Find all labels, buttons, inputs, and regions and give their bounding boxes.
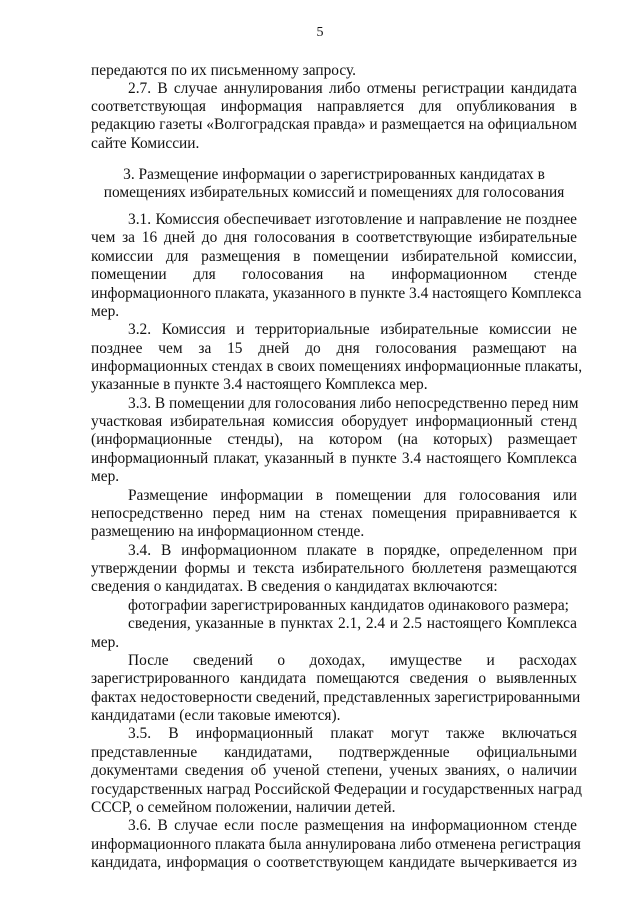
section-heading-line: 3. Размещение информации о зарегистрированных кандидатах в [123, 166, 545, 183]
text-line: размещению на информационном стенде. [91, 523, 365, 540]
text-line: передаются по их письменному запросу. [91, 62, 356, 79]
text-line: помещении для голосования на информационном стенде [91, 266, 577, 283]
text-line: сведения, указанные в пунктах 2.1, 2.4 и 2.5 настоящего Комплекса [128, 615, 577, 632]
text-line: фотографии зарегистрированных кандидатов одинакового размера; [128, 597, 569, 614]
text-line: мер. [91, 468, 120, 485]
text-line: фактах недостоверности сведений, представленных зарегистрированными [91, 689, 581, 706]
text-line: Размещение информации в помещении для голосования или [128, 487, 577, 504]
text-line: чем за 16 дней до дня голосования в соответствующие избирательные [91, 229, 577, 246]
text-line: информационного плаката, указанного в пункте 3.4 настоящего Комплекса [91, 285, 582, 302]
text-line: 3.2. Комиссия и территориальные избирательные комиссии не [128, 321, 577, 338]
text-line: (информационные стенды), на котором (на которых) размещает [91, 431, 577, 448]
text-line: После сведений о доходах, имуществе и расходах [128, 652, 577, 669]
text-line: мер. [91, 634, 120, 651]
text-line: соответствующая информация направляется для опубликования в [91, 98, 577, 115]
text-line: редакцию газеты «Волгоградская правда» и размещается на официальном [91, 116, 577, 133]
text-line: позднее чем за 15 дней до дня голосования размещают на [91, 340, 577, 357]
text-line: информационного плаката была аннулирована либо отменена регистрация [91, 836, 581, 853]
text-line: мер. [91, 303, 120, 320]
text-line: участковая избирательная комиссия оборудует информационный стенд [91, 413, 577, 430]
text-line: 3.1. Комиссия обеспечивает изготовление и направление не позднее [128, 211, 577, 228]
section-heading-line: помещениях избирательных комиссий и помещениях для голосования [103, 184, 565, 201]
text-line: кандидатами (если таковые имеются). [91, 707, 341, 724]
text-line: сведения о кандидатах. В сведения о кандидатах включаются: [91, 578, 498, 595]
text-line: комиссии для размещения в помещении избирательной комиссии, [91, 248, 577, 265]
text-line: сайте Комиссии. [91, 135, 200, 152]
text-line: государственных наград Российской Федерации и государственных наград [91, 781, 582, 798]
text-line: зарегистрированного кандидата помещаются сведения о выявленных [91, 670, 577, 687]
text-line: 3.6. В случае если после размещения на информационном стенде [128, 817, 577, 834]
text-line: информационный плакат, указанный в пункте 3.4 настоящего Комплекса [91, 450, 577, 467]
text-line: 2.7. В случае аннулирования либо отмены регистрации кандидата [128, 80, 577, 97]
text-line: утверждении формы и текста избирательного бюллетеня размещаются [91, 560, 577, 577]
text-line: 3.3. В помещении для голосования либо непосредственно перед ним [128, 395, 579, 412]
text-line: указанные в пункте 3.4 настоящего Комплекса мер. [91, 376, 428, 393]
text-line: 3.5. В информационный плакат могут также включаться [128, 725, 577, 742]
text-line: информационных стендах в своих помещениях информационные плакаты, [91, 358, 583, 375]
page-number: 5 [316, 25, 324, 40]
text-line: документами сведения об ученой степени, ученых званиях, о наличии [91, 762, 577, 779]
text-line: СССР, о семейном положении, наличии детей. [91, 799, 396, 816]
text-line: представленные кандидатами, подтвержденные официальными [91, 744, 577, 761]
text-line: 3.4. В информационном плакате в порядке, определенном при [128, 542, 577, 559]
text-line: непосредственно перед ним на стенах помещения приравнивается к [91, 505, 577, 522]
text-line: кандидата, информация о соответствующем кандидате вычеркивается из [91, 854, 577, 871]
